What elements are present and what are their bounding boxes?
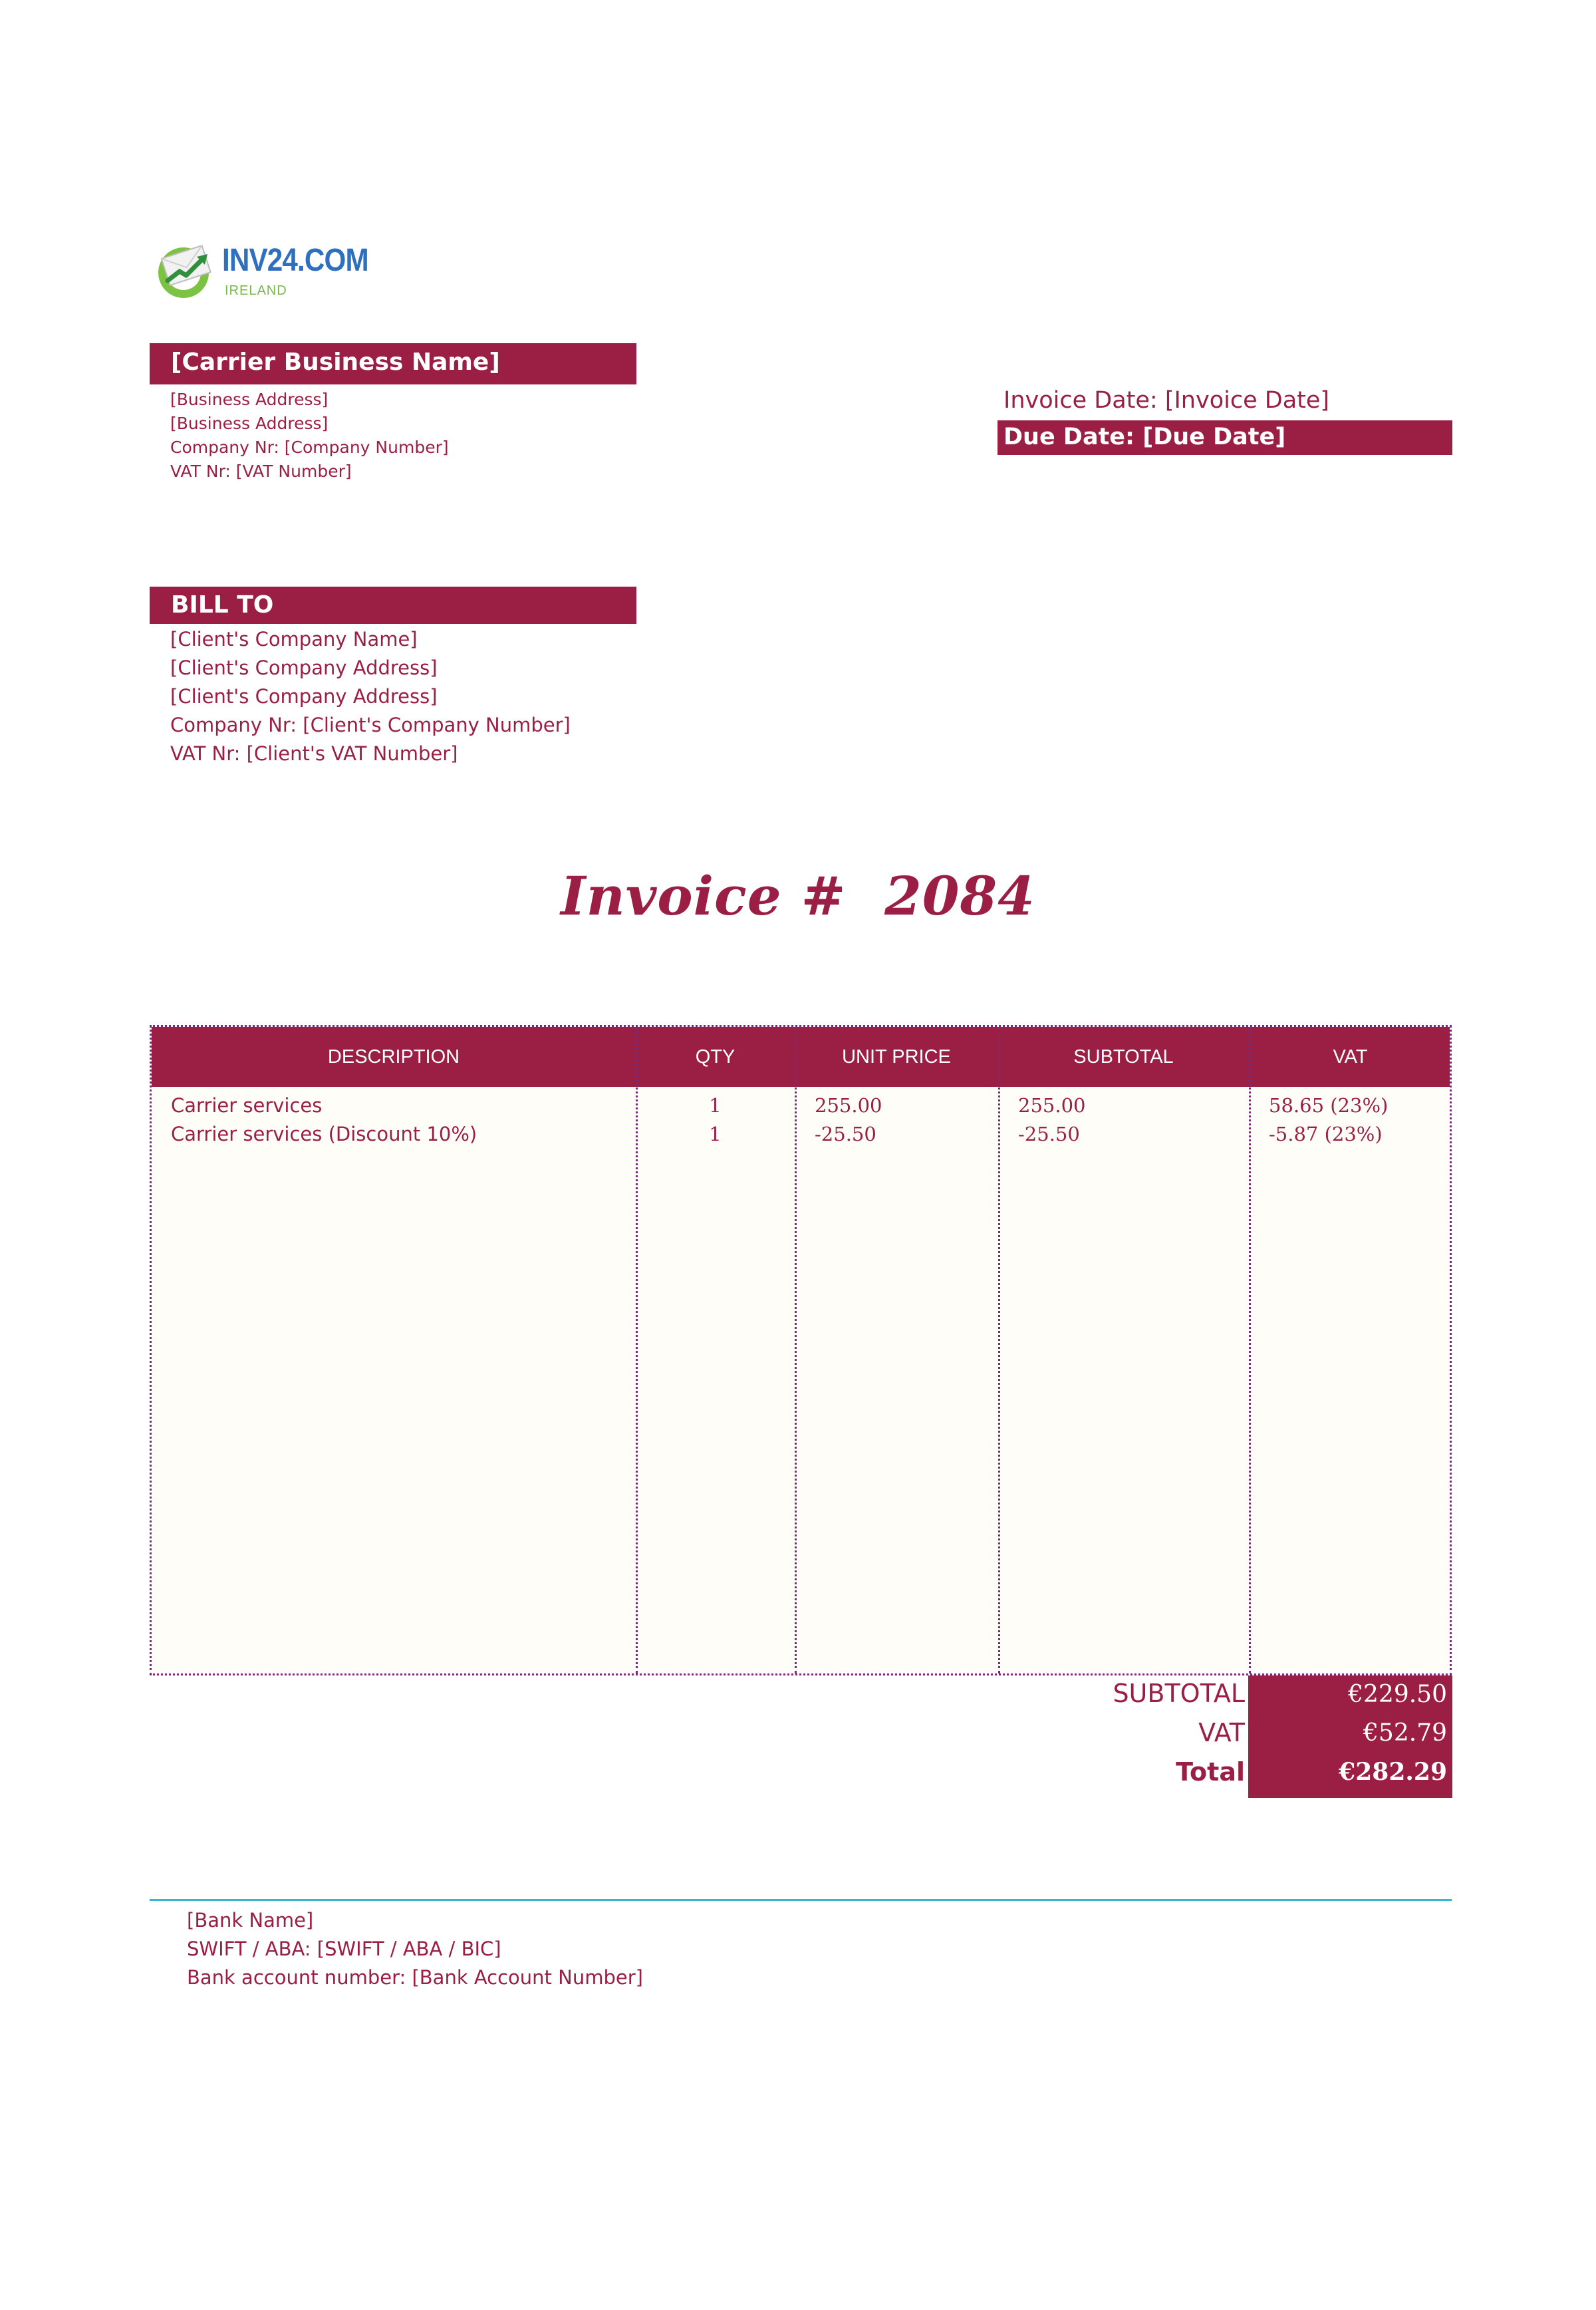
vat-value: €52.79 — [1363, 1719, 1447, 1747]
column-divider — [998, 1027, 1000, 1673]
row-1-unit-price: 255.00 — [815, 1094, 882, 1117]
row-2-vat: -5.87 (23%) — [1269, 1123, 1383, 1145]
logo-country: IRELAND — [225, 283, 287, 298]
items-table — [150, 1025, 1452, 1675]
bank-details — [187, 1906, 643, 1992]
header-vat: VAT — [1333, 1046, 1368, 1068]
column-divider — [1249, 1027, 1251, 1673]
carrier-name-bar — [150, 343, 636, 384]
row-1-qty: 1 — [709, 1094, 722, 1117]
bill-to-heading: BILL TO — [171, 591, 274, 619]
invoice-title: Invoice # 2084 — [561, 865, 1035, 927]
carrier-address-1: [Business Address] — [170, 390, 329, 409]
due-date-bar — [998, 420, 1452, 455]
row-2-qty: 1 — [709, 1123, 722, 1145]
bank-account-number: Bank account number: [Bank Account Number] — [187, 1966, 643, 1989]
bill-to-bar — [150, 587, 636, 624]
due-date: Due Date: [Due Date] — [1003, 424, 1286, 450]
row-1-vat: 58.65 (23%) — [1269, 1094, 1389, 1117]
row-2-unit-price: -25.50 — [815, 1123, 876, 1145]
bank-swift: SWIFT / ABA: [SWIFT / ABA / BIC] — [187, 1938, 501, 1960]
column-divider — [795, 1027, 797, 1673]
row-2-description: Carrier services (Discount 10%) — [171, 1123, 477, 1145]
carrier-vat-number: VAT Nr: [VAT Number] — [170, 462, 352, 481]
client-address-1: [Client's Company Address] — [170, 656, 438, 679]
totals-box — [1248, 1675, 1452, 1798]
bill-to-details — [170, 625, 571, 768]
carrier-address-2: [Business Address] — [170, 414, 329, 433]
total-label: Total — [1176, 1757, 1245, 1787]
invoice-date: Invoice Date: [Invoice Date] — [1003, 387, 1330, 414]
company-logo — [153, 239, 368, 299]
row-1-subtotal: 255.00 — [1018, 1094, 1086, 1117]
logo-envelope-icon — [153, 239, 217, 299]
carrier-company-number: Company Nr: [Company Number] — [170, 438, 449, 457]
header-unit-price: UNIT PRICE — [842, 1046, 951, 1068]
header-subtotal: SUBTOTAL — [1073, 1046, 1174, 1068]
client-address-2: [Client's Company Address] — [170, 685, 438, 708]
vat-label: VAT — [1198, 1718, 1245, 1747]
carrier-name: [Carrier Business Name] — [171, 349, 500, 376]
subtotal-value: €229.50 — [1348, 1681, 1447, 1708]
client-company-number: Company Nr: [Client's Company Number] — [170, 714, 571, 736]
row-2-subtotal: -25.50 — [1018, 1123, 1080, 1145]
row-1-description: Carrier services — [171, 1094, 323, 1117]
carrier-details — [170, 388, 449, 484]
footer-divider — [150, 1899, 1452, 1901]
total-value: €282.29 — [1339, 1758, 1447, 1786]
subtotal-label: SUBTOTAL — [1113, 1679, 1245, 1708]
logo-brand: INV24.COM — [222, 243, 368, 278]
client-vat-number: VAT Nr: [Client's VAT Number] — [170, 742, 458, 765]
header-description: DESCRIPTION — [327, 1046, 460, 1068]
header-qty: QTY — [695, 1046, 735, 1068]
client-company-name: [Client's Company Name] — [170, 628, 418, 650]
bank-name: [Bank Name] — [187, 1909, 314, 1932]
